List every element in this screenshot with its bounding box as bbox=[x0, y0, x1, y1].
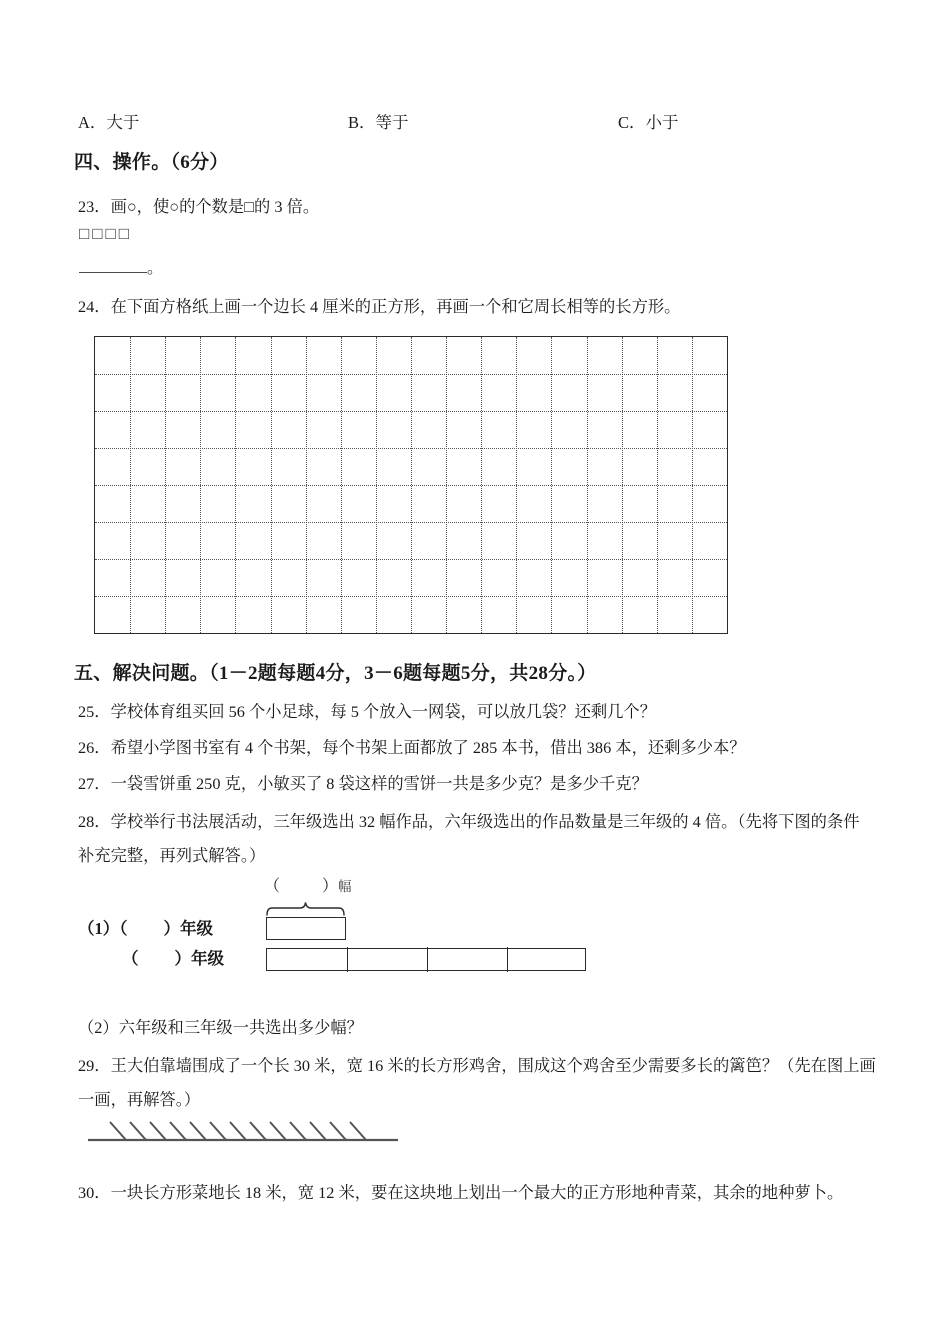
question-28-bar-diagram bbox=[78, 876, 698, 988]
answer-period: 。 bbox=[147, 260, 164, 277]
wall-hatch-mark bbox=[330, 1122, 346, 1140]
answer-rule bbox=[79, 258, 147, 273]
question-23-answer-blank[interactable] bbox=[79, 258, 163, 280]
bar-grade-six bbox=[266, 948, 586, 971]
wall-hatch-mark bbox=[250, 1122, 266, 1140]
wall-hatch-mark bbox=[290, 1122, 306, 1140]
wall-hatch-mark bbox=[310, 1122, 326, 1140]
question-24-text: 24．在下面方格纸上画一个边长 4 厘米的正方形，再画一个和它周长相等的长方形。 bbox=[78, 297, 681, 316]
question-29-text: 29．王大伯靠墙围成了一个长 30 米，宽 16 米的长方形鸡舍，围成这个鸡舍至少需要多长的篱笆？（先在图上画一画，再解答。） bbox=[78, 1056, 876, 1109]
caption-close-paren: ） bbox=[322, 878, 339, 895]
section-heading-four: 四、操作。（6分） bbox=[74, 152, 229, 173]
bar-segment-divider bbox=[507, 947, 508, 972]
wall-hatch-mark bbox=[150, 1122, 166, 1140]
bar-grade-three bbox=[266, 917, 346, 940]
wall-hatch-mark bbox=[210, 1122, 226, 1140]
curly-brace-icon bbox=[266, 902, 346, 916]
bar-row2-label bbox=[122, 946, 224, 972]
choice-option-c[interactable]: C．小于 bbox=[618, 113, 679, 132]
question-28-text: 28．学校举行书法展活动，三年级选出 32 幅作品，六年级选出的作品数量是三年级的 4 倍。（先将下图的条件补充完整，再列式解答。） bbox=[78, 812, 860, 865]
bar-segment-divider bbox=[427, 947, 428, 972]
caption-open-paren: （ bbox=[264, 878, 281, 895]
grid-horizontal-line bbox=[95, 374, 727, 375]
question-28-part2-text: （2）六年级和三年级一共选出多少幅？ bbox=[78, 1018, 363, 1037]
wall-hatching-icon bbox=[88, 1118, 398, 1150]
row1-close-label: ）年级 bbox=[163, 919, 213, 938]
row2-close-label: ）年级 bbox=[174, 949, 224, 968]
question-23-squares: □□□□ bbox=[79, 224, 133, 243]
caption-unit-label: 幅 bbox=[338, 879, 352, 894]
wall-hatch-mark bbox=[130, 1122, 146, 1140]
wall-hatch-mark bbox=[270, 1122, 286, 1140]
choice-option-b[interactable]: B．等于 bbox=[348, 113, 409, 132]
choice-option-a[interactable]: A．大于 bbox=[78, 113, 140, 132]
graph-paper-grid[interactable] bbox=[94, 336, 728, 634]
wall-hatch-mark bbox=[350, 1122, 366, 1140]
grid-horizontal-line bbox=[95, 448, 727, 449]
wall-hatch-mark bbox=[230, 1122, 246, 1140]
row2-open-paren: （ bbox=[122, 949, 139, 968]
question-30-text: 30．一块长方形菜地长 18 米，宽 12 米，要在这块地上划出一个最大的正方形地种青菜，其余的地种萝卜。 bbox=[78, 1183, 844, 1202]
question-23-text: 23．画○，使○的个数是□的 3 倍。 bbox=[78, 197, 320, 216]
grid-horizontal-line bbox=[95, 559, 727, 560]
grid-horizontal-line bbox=[95, 411, 727, 412]
bar-segment-divider bbox=[347, 947, 348, 972]
choice-options-row bbox=[78, 110, 878, 136]
question-26-text: 26．希望小学图书室有 4 个书架，每个书架上面都放了 285 本书，借出 386 本，还剩多少本？ bbox=[78, 738, 746, 757]
row1-open-paren: （ bbox=[119, 919, 128, 938]
wall-hatch-mark bbox=[110, 1122, 126, 1140]
wall-hatch-mark bbox=[190, 1122, 206, 1140]
part-number-1: （1） bbox=[78, 919, 120, 938]
grid-horizontal-line bbox=[95, 485, 727, 486]
section-heading-five: 五、解决问题。（1－2题每题4分，3－6题每题5分，共28分。） bbox=[74, 663, 597, 684]
bar-diagram-caption bbox=[264, 876, 352, 898]
question-25-text: 25．学校体育组买回 56 个小足球，每 5 个放入一网袋，可以放几袋？还剩几个？ bbox=[78, 702, 656, 721]
question-27-text: 27．一袋雪饼重 250 克，小敏买了 8 袋这样的雪饼一共是多少克？是多少千克？ bbox=[78, 774, 648, 793]
wall-hatch-mark bbox=[170, 1122, 186, 1140]
grid-horizontal-line bbox=[95, 522, 727, 523]
grid-horizontal-line bbox=[95, 596, 727, 597]
bar-row1-label bbox=[78, 916, 213, 942]
